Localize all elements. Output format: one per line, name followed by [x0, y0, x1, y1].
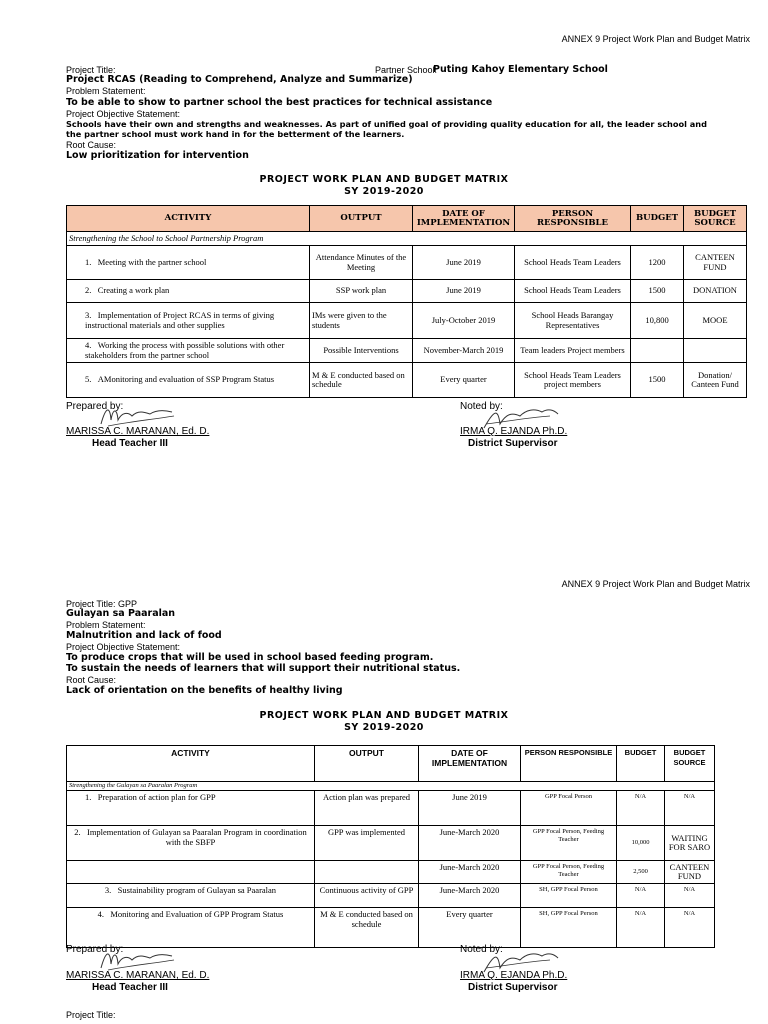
header-budget: BUDGET — [631, 206, 684, 232]
activity-cell: Implementation of Project RCAS in terms of giving instructional materials and other supplies — [85, 310, 275, 330]
activity-cell: Meeting with the partner school — [97, 256, 207, 267]
person-cell: SH, GPP Focal Person — [521, 908, 617, 948]
work-plan-table-2 — [66, 745, 715, 948]
prepared-by-label-2: Prepared by: — [66, 944, 124, 955]
objective-value-2a: To produce crops that will be used in school based feeding program. — [66, 652, 434, 663]
noter-name-2: IRMA Q. EJANDA Ph.D. — [460, 970, 568, 981]
partner-school-label: Partner School: — [375, 65, 438, 75]
row-number: 5. — [85, 374, 92, 385]
noted-by-label: Noted by: — [460, 401, 503, 412]
activity-cell: Monitoring and Evaluation of GPP Program Status — [110, 909, 284, 919]
person-cell: Team leaders Project members — [515, 339, 631, 363]
header-person: PERSON RESPONSIBLE — [515, 206, 631, 232]
source-cell: DONATION — [684, 280, 747, 303]
budget-cell — [631, 339, 684, 363]
table-row — [67, 826, 715, 861]
root-cause-label-2: Root Cause: — [66, 675, 117, 685]
prepared-by-label: Prepared by: — [66, 401, 124, 412]
person-cell: GPP Focal Person, Feeding Teacher — [521, 861, 617, 884]
table-row — [67, 363, 747, 398]
budget-cell: 10,000 — [617, 826, 665, 861]
row-number: 3. — [85, 310, 92, 320]
output-cell: M & E conducted based on schedule — [310, 363, 413, 398]
person-cell: School Heads Team Leaders project members — [515, 363, 631, 398]
noter-name: IRMA Q. EJANDA Ph.D. — [460, 426, 568, 437]
budget-cell: 2,500 — [617, 861, 665, 884]
source-cell: MOOE — [684, 303, 747, 339]
output-cell: GPP was implemented — [315, 826, 419, 861]
project-title-label: Project Title: — [66, 65, 116, 75]
person-cell: GPP Focal Person — [521, 791, 617, 826]
row-number: 1. — [85, 792, 92, 802]
partner-school-value: Puting Kahoy Elementary School — [433, 64, 608, 75]
project-title-label-text: Project Title: — [66, 599, 116, 609]
output-cell: Possible Interventions — [310, 339, 413, 363]
header-activity: ACTIVITY — [67, 746, 315, 782]
activity-cell: Implementation of Gulayan sa Paaralan Program in coordination with the SBFP — [86, 827, 307, 847]
objective-label: Project Objective Statement: — [66, 109, 181, 119]
activity-cell: Preparation of action plan for GPP — [97, 792, 216, 802]
table-row — [67, 246, 747, 280]
preparer-name: MARISSA C. MARANAN, Ed. D. — [66, 426, 210, 437]
person-cell: School Heads Team Leaders — [515, 246, 631, 280]
date-cell: June-March 2020 — [419, 861, 521, 884]
preparer-name-2: MARISSA C. MARANAN, Ed. D. — [66, 970, 210, 981]
header-output: OUTPUT — [315, 746, 419, 782]
header-activity: ACTIVITY — [67, 206, 310, 232]
source-cell: N/A — [665, 908, 715, 948]
output-cell: Continuous activity of GPP — [315, 884, 419, 908]
table-row — [67, 303, 747, 339]
preparer-role: Head Teacher III — [92, 438, 168, 449]
table-row — [67, 908, 715, 948]
date-cell: June 2019 — [413, 246, 515, 280]
output-cell: Action plan was prepared — [315, 791, 419, 826]
budget-cell: 1500 — [631, 280, 684, 303]
table-row — [67, 791, 715, 826]
footer-project-title-label: Project Title: — [66, 1010, 116, 1020]
budget-cell: 1500 — [631, 363, 684, 398]
header-output: OUTPUT — [310, 206, 413, 232]
root-cause-value: Low prioritization for intervention — [66, 150, 249, 161]
source-cell: CANTEEN FUND — [665, 861, 715, 884]
section-title: Strengthening the School to School Partnership Program — [67, 232, 747, 246]
problem-statement-value: To be able to show to partner school the best practices for technical assistance — [66, 97, 493, 108]
school-year-1: SY 2019-2020 — [344, 186, 424, 197]
noter-role-2: District Supervisor — [468, 982, 558, 993]
row-number: 4. — [97, 909, 104, 919]
activity-cell: Sustainability program of Gulayan sa Paaralan — [117, 885, 277, 895]
source-cell: N/A — [665, 791, 715, 826]
date-cell: June 2019 — [419, 791, 521, 826]
output-cell — [315, 861, 419, 884]
noter-role: District Supervisor — [468, 438, 558, 449]
budget-cell: N/A — [617, 908, 665, 948]
date-cell: June-March 2020 — [419, 884, 521, 908]
person-cell: School Heads Barangay Representatives — [515, 303, 631, 339]
annex-header-2: ANNEX 9 Project Work Plan and Budget Matrix — [561, 579, 750, 589]
problem-statement-value-2: Malnutrition and lack of food — [66, 630, 222, 641]
budget-cell: N/A — [617, 884, 665, 908]
row-number: 2. — [85, 285, 92, 296]
source-cell: N/A — [665, 884, 715, 908]
row-number: 2. — [74, 827, 81, 837]
budget-cell: N/A — [617, 791, 665, 826]
date-cell: June 2019 — [413, 280, 515, 303]
table-row — [67, 280, 747, 303]
budget-cell: 10,800 — [631, 303, 684, 339]
objective-value: Schools have their own and strengths and weaknesses. As part of unified goal of providing quality education for all, the leader school and the partner school must work hand in for the betterment of the learners. — [66, 119, 707, 139]
project-name-value: Gulayan sa Paaralan — [66, 608, 176, 619]
person-cell: SH, GPP Focal Person — [521, 884, 617, 908]
objective-value-2b: To sustain the needs of learners that will support their nutritional status. — [66, 663, 461, 674]
table-row — [67, 339, 747, 363]
header-source: BUDGET SOURCE — [684, 206, 747, 232]
source-cell: WAITING FOR SARO — [665, 826, 715, 861]
person-cell: School Heads Team Leaders — [515, 280, 631, 303]
header-person: PERSON RESPONSIBLE — [521, 746, 617, 782]
annex-header-1: ANNEX 9 Project Work Plan and Budget Matrix — [561, 34, 750, 44]
preparer-role-2: Head Teacher III — [92, 982, 168, 993]
problem-statement-label: Problem Statement: — [66, 86, 146, 96]
section-title: Strengthening the Gulayan sa Paaralan Program — [67, 782, 715, 791]
table-row — [67, 861, 715, 884]
source-cell: Donation/ Canteen Fund — [684, 363, 747, 398]
project-title-value: Project RCAS (Reading to Comprehend, Analyze and Summarize) — [66, 74, 413, 85]
budget-cell: 1200 — [631, 246, 684, 280]
header-budget: BUDGET — [617, 746, 665, 782]
activity-cell: AMonitoring and evaluation of SSP Program Status — [97, 374, 275, 385]
output-cell: M & E conducted based on schedule — [315, 908, 419, 948]
output-cell: IMs were given to the students — [310, 303, 413, 339]
date-cell: July-October 2019 — [413, 303, 515, 339]
header-date: DATE OF IMPLEMENTATION — [419, 746, 521, 782]
date-cell: November-March 2019 — [413, 339, 515, 363]
row-number: 1. — [85, 256, 92, 267]
row-number: 3. — [104, 885, 112, 895]
objective-label-2: Project Objective Statement: — [66, 642, 181, 652]
matrix-title-2: PROJECT WORK PLAN AND BUDGET MATRIX — [259, 710, 509, 721]
date-cell: Every quarter — [413, 363, 515, 398]
header-source: BUDGET SOURCE — [665, 746, 715, 782]
table-row — [67, 884, 715, 908]
person-cell: GPP Focal Person, Feeding Teacher — [521, 826, 617, 861]
school-year-2: SY 2019-2020 — [344, 722, 424, 733]
output-cell: Attendance Minutes of the Meeting — [310, 246, 413, 280]
header-date: DATE OF IMPLEMENTATION — [413, 206, 515, 232]
work-plan-table-1 — [66, 205, 747, 398]
date-cell: Every quarter — [419, 908, 521, 948]
matrix-title-1: PROJECT WORK PLAN AND BUDGET MATRIX — [259, 174, 509, 185]
project-title-inline: GPP — [118, 599, 138, 609]
activity-cell: Creating a work plan — [97, 285, 170, 296]
source-cell — [684, 339, 747, 363]
row-number: 4. — [85, 340, 92, 350]
source-cell: CANTEEN FUND — [684, 246, 747, 280]
noted-by-label-2: Noted by: — [460, 944, 503, 955]
activity-cell — [67, 861, 315, 884]
output-cell: SSP work plan — [310, 280, 413, 303]
root-cause-label: Root Cause: — [66, 140, 117, 150]
date-cell: June-March 2020 — [419, 826, 521, 861]
problem-statement-label-2: Problem Statement: — [66, 620, 146, 630]
root-cause-value-2: Lack of orientation on the benefits of healthy living — [66, 685, 343, 696]
activity-cell: Working the process with possible solutions with other stakeholders from the partner school — [85, 340, 285, 360]
